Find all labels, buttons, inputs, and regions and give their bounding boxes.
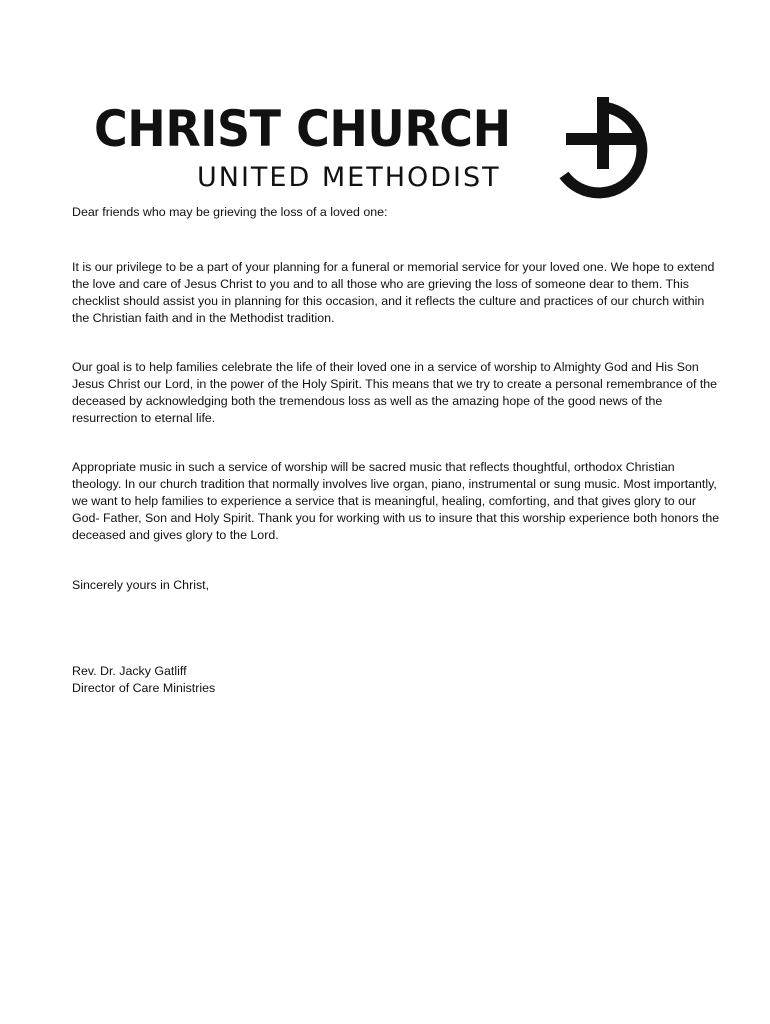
logo-title: CHRIST CHURCH bbox=[94, 100, 511, 158]
signature-title-text: Director of Care Ministries bbox=[72, 681, 216, 695]
paragraph-text: It is our privilege to be a part of your planning for a funeral or memorial service for your loved one. We hope to extend the love and care of Jesus Christ to you and to all those who are grieving the loss of someone dear to them. This checklist should assist you in planning for this occasion, and it reflects the culture and practices of our church within the Christian faith and in the Methodist tradition. bbox=[72, 260, 715, 325]
letter-salutation bbox=[72, 204, 722, 221]
letter-paragraph-3 bbox=[72, 459, 722, 544]
paragraph-text: Appropriate music in such a service of worship will be sacred music that reflects thoughtful, orthodox Christian theology. In our church tradition that normally involves live organ, piano, instrumental or sung music. Most importantly, we want to help families to experience a service that is meaningful, healing, comforting, and that gives glory to our God- Father, Son and Holy Spirit. Thank you for working with us to insure that this worship experience both honors the deceased and gives glory to the Lord. bbox=[72, 460, 720, 542]
closing-text: Sincerely yours in Christ, bbox=[72, 578, 210, 592]
letter-paragraph-1 bbox=[72, 259, 722, 327]
letter-closing bbox=[72, 577, 722, 594]
signature-name-text: Rev. Dr. Jacky Gatliff bbox=[72, 664, 187, 678]
signature-title bbox=[72, 680, 722, 697]
salutation-text: Dear friends who may be grieving the loss of a loved one: bbox=[72, 205, 388, 219]
church-logo bbox=[94, 95, 650, 205]
letter-paragraph-2 bbox=[72, 359, 722, 427]
signature-name bbox=[72, 663, 722, 680]
circle-cross-icon bbox=[554, 95, 650, 205]
logo-subtitle: UNITED METHODIST bbox=[197, 162, 501, 193]
paragraph-text: Our goal is to help families celebrate the life of their loved one in a service of worship to Almighty God and His Son Jesus Christ our Lord, in the power of the Holy Spirit. This means that we try to create a personal remembrance of the deceased by acknowledging both the tremendous loss as well as the amazing hope of the good news of the resurrection to eternal life. bbox=[72, 360, 718, 425]
